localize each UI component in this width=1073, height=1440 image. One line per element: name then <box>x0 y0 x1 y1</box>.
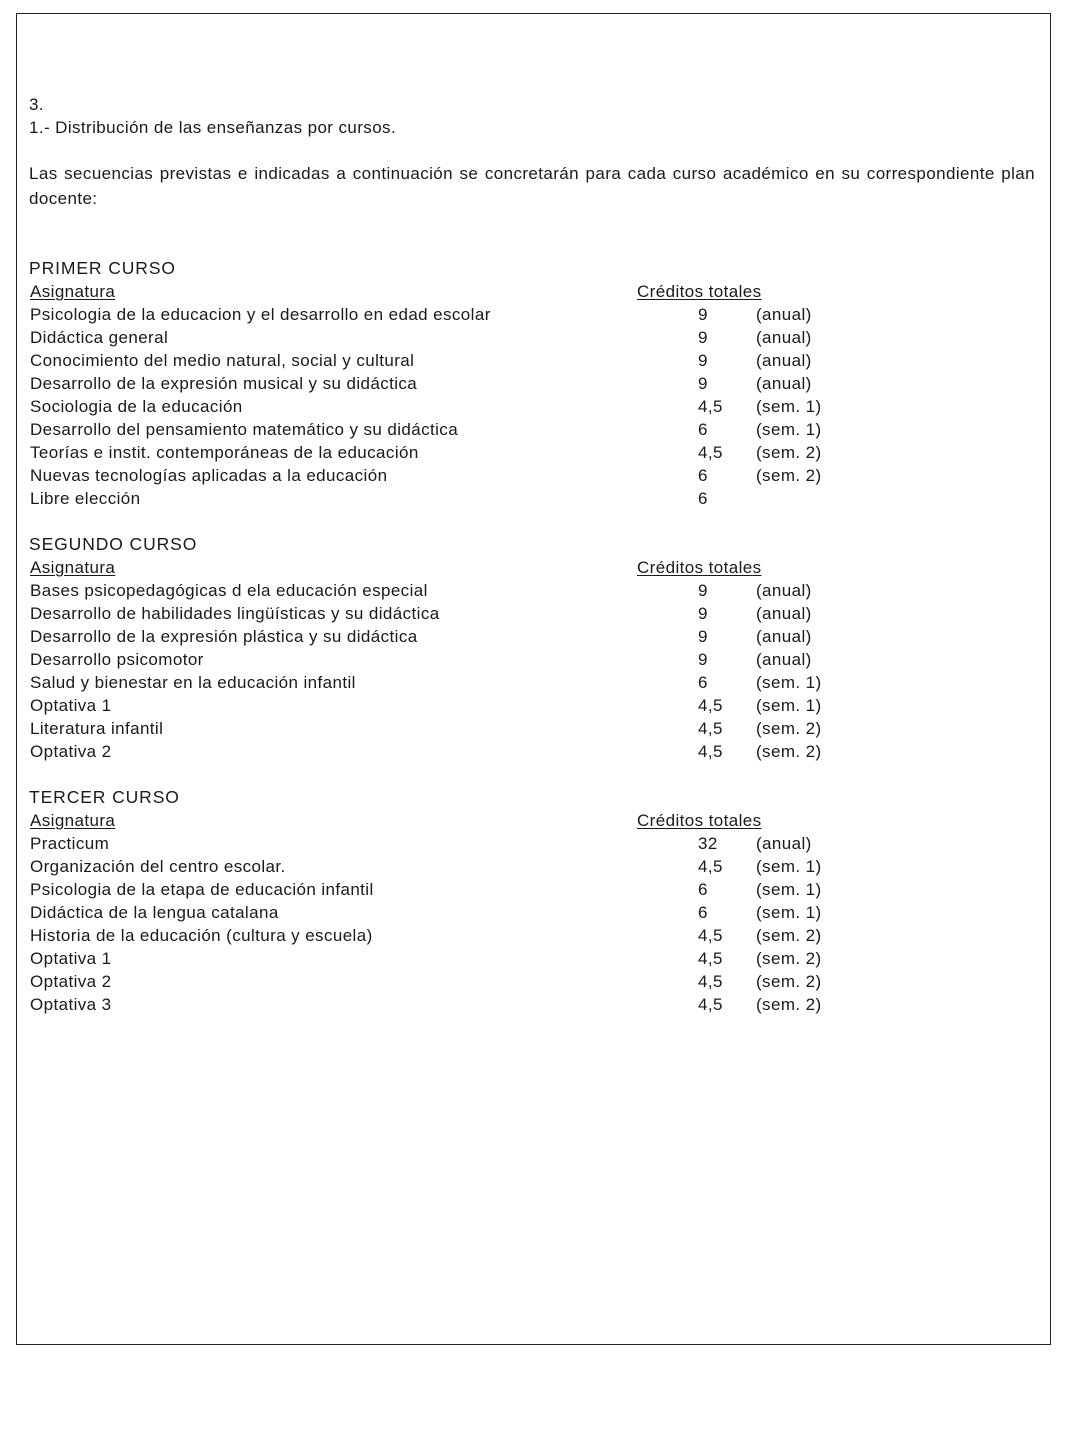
credits-cell: 9 <box>698 351 708 370</box>
subject-cell: Desarrollo de la expresión musical y su didáctica <box>30 374 418 393</box>
course-block-tercer <box>29 786 1039 1016</box>
period-cell: (sem. 1) <box>756 673 822 692</box>
table-header <box>29 809 1039 832</box>
table-row <box>29 901 1039 924</box>
subject-cell: Libre elección <box>30 489 141 508</box>
subject-cell: Nuevas tecnologías aplicadas a la educación <box>30 466 388 485</box>
period-cell: (sem. 1) <box>756 397 822 416</box>
subject-cell: Teorías e instit. contemporáneas de la educación <box>30 443 419 462</box>
table-row <box>29 924 1039 947</box>
credits-cell: 6 <box>698 880 708 899</box>
period-cell: (anual) <box>756 351 812 370</box>
section-heading: 1.- Distribución de las enseñanzas por cursos. <box>29 118 397 137</box>
table-row <box>29 993 1039 1016</box>
subject-cell: Bases psicopedagógicas d ela educación especial <box>30 581 428 600</box>
subject-cell: Optativa 1 <box>30 949 112 968</box>
course-title: TERCER CURSO <box>29 787 180 807</box>
period-cell: (anual) <box>756 834 812 853</box>
subject-cell: Desarrollo de habilidades lingüísticas y su didáctica <box>30 604 440 623</box>
period-cell: (sem. 1) <box>756 696 822 715</box>
subject-cell: Organización del centro escolar. <box>30 857 286 876</box>
course-block-segundo <box>29 533 1039 763</box>
period-cell: (sem. 1) <box>756 857 822 876</box>
intro-paragraph: Las secuencias previstas e indicadas a continuación se concretarán para cada curso académico en su correspondiente plan docente: <box>29 164 1035 208</box>
table-row <box>29 832 1039 855</box>
credits-column-header: Créditos totales <box>637 558 762 577</box>
table-row <box>29 602 1039 625</box>
credits-cell: 4,5 <box>698 972 723 991</box>
subject-cell: Psicologia de la educacion y el desarrollo en edad escolar <box>30 305 491 324</box>
credits-cell: 6 <box>698 466 708 485</box>
period-cell: (anual) <box>756 328 812 347</box>
subject-cell: Desarrollo de la expresión plástica y su didáctica <box>30 627 418 646</box>
table-row <box>29 740 1039 763</box>
table-row <box>29 464 1039 487</box>
credits-cell: 9 <box>698 604 708 623</box>
table-row <box>29 418 1039 441</box>
credits-cell: 4,5 <box>698 949 723 968</box>
subject-cell: Historia de la educación (cultura y escuela) <box>30 926 373 945</box>
period-cell: (sem. 1) <box>756 880 822 899</box>
subject-cell: Sociologia de la educación <box>30 397 243 416</box>
period-cell: (anual) <box>756 581 812 600</box>
subject-cell: Didáctica de la lengua catalana <box>30 903 279 922</box>
table-row <box>29 855 1039 878</box>
period-cell: (anual) <box>756 604 812 623</box>
credits-cell: 6 <box>698 903 708 922</box>
course-rows <box>29 303 1039 510</box>
credits-cell: 9 <box>698 627 708 646</box>
subject-cell: Practicum <box>30 834 110 853</box>
table-row <box>29 970 1039 993</box>
credits-cell: 6 <box>698 489 708 508</box>
table-row <box>29 303 1039 326</box>
course-block-primer <box>29 257 1039 510</box>
period-cell: (sem. 1) <box>756 903 822 922</box>
credits-column-header: Créditos totales <box>637 282 762 301</box>
table-row <box>29 878 1039 901</box>
table-row <box>29 395 1039 418</box>
table-header <box>29 556 1039 579</box>
course-rows <box>29 579 1039 763</box>
subject-cell: Literatura infantil <box>30 719 164 738</box>
subject-cell: Conocimiento del medio natural, social y cultural <box>30 351 415 370</box>
table-row <box>29 349 1039 372</box>
table-row <box>29 717 1039 740</box>
credits-cell: 9 <box>698 374 708 393</box>
subject-column-header: Asignatura <box>30 282 116 301</box>
table-row <box>29 625 1039 648</box>
table-row <box>29 579 1039 602</box>
credits-cell: 4,5 <box>698 926 723 945</box>
credits-cell: 4,5 <box>698 742 723 761</box>
document-body <box>29 93 1039 1016</box>
credits-cell: 6 <box>698 673 708 692</box>
table-row <box>29 487 1039 510</box>
period-cell: (sem. 2) <box>756 995 822 1014</box>
period-cell: (anual) <box>756 627 812 646</box>
period-cell: (sem. 2) <box>756 972 822 991</box>
subject-cell: Desarrollo psicomotor <box>30 650 204 669</box>
table-row <box>29 947 1039 970</box>
subject-column-header: Asignatura <box>30 558 116 577</box>
subject-cell: Optativa 2 <box>30 742 112 761</box>
credits-cell: 9 <box>698 328 708 347</box>
period-cell: (sem. 1) <box>756 420 822 439</box>
table-row <box>29 694 1039 717</box>
period-cell: (sem. 2) <box>756 742 822 761</box>
subject-cell: Optativa 1 <box>30 696 112 715</box>
table-header <box>29 280 1039 303</box>
credits-cell: 9 <box>698 650 708 669</box>
period-cell: (sem. 2) <box>756 949 822 968</box>
period-cell: (sem. 2) <box>756 926 822 945</box>
subject-cell: Didáctica general <box>30 328 169 347</box>
course-title: PRIMER CURSO <box>29 258 176 278</box>
credits-column-header: Créditos totales <box>637 811 762 830</box>
table-row <box>29 648 1039 671</box>
credits-cell: 4,5 <box>698 443 723 462</box>
credits-cell: 4,5 <box>698 995 723 1014</box>
credits-cell: 32 <box>698 834 718 853</box>
credits-cell: 9 <box>698 581 708 600</box>
subject-cell: Desarrollo del pensamiento matemático y su didáctica <box>30 420 459 439</box>
table-row <box>29 372 1039 395</box>
course-title: SEGUNDO CURSO <box>29 534 198 554</box>
table-row <box>29 671 1039 694</box>
credits-cell: 4,5 <box>698 719 723 738</box>
period-cell: (anual) <box>756 650 812 669</box>
period-cell: (anual) <box>756 374 812 393</box>
credits-cell: 9 <box>698 305 708 324</box>
period-cell: (anual) <box>756 305 812 324</box>
subject-column-header: Asignatura <box>30 811 116 830</box>
credits-cell: 4,5 <box>698 397 723 416</box>
table-row <box>29 326 1039 349</box>
credits-cell: 4,5 <box>698 857 723 876</box>
subject-cell: Optativa 3 <box>30 995 112 1014</box>
period-cell: (sem. 2) <box>756 719 822 738</box>
section-number: 3. <box>29 95 44 114</box>
subject-cell: Optativa 2 <box>30 972 112 991</box>
subject-cell: Salud y bienestar en la educación infantil <box>30 673 356 692</box>
subject-cell: Psicologia de la etapa de educación infantil <box>30 880 374 899</box>
course-rows <box>29 832 1039 1016</box>
credits-cell: 6 <box>698 420 708 439</box>
period-cell: (sem. 2) <box>756 443 822 462</box>
period-cell: (sem. 2) <box>756 466 822 485</box>
table-row <box>29 441 1039 464</box>
credits-cell: 4,5 <box>698 696 723 715</box>
